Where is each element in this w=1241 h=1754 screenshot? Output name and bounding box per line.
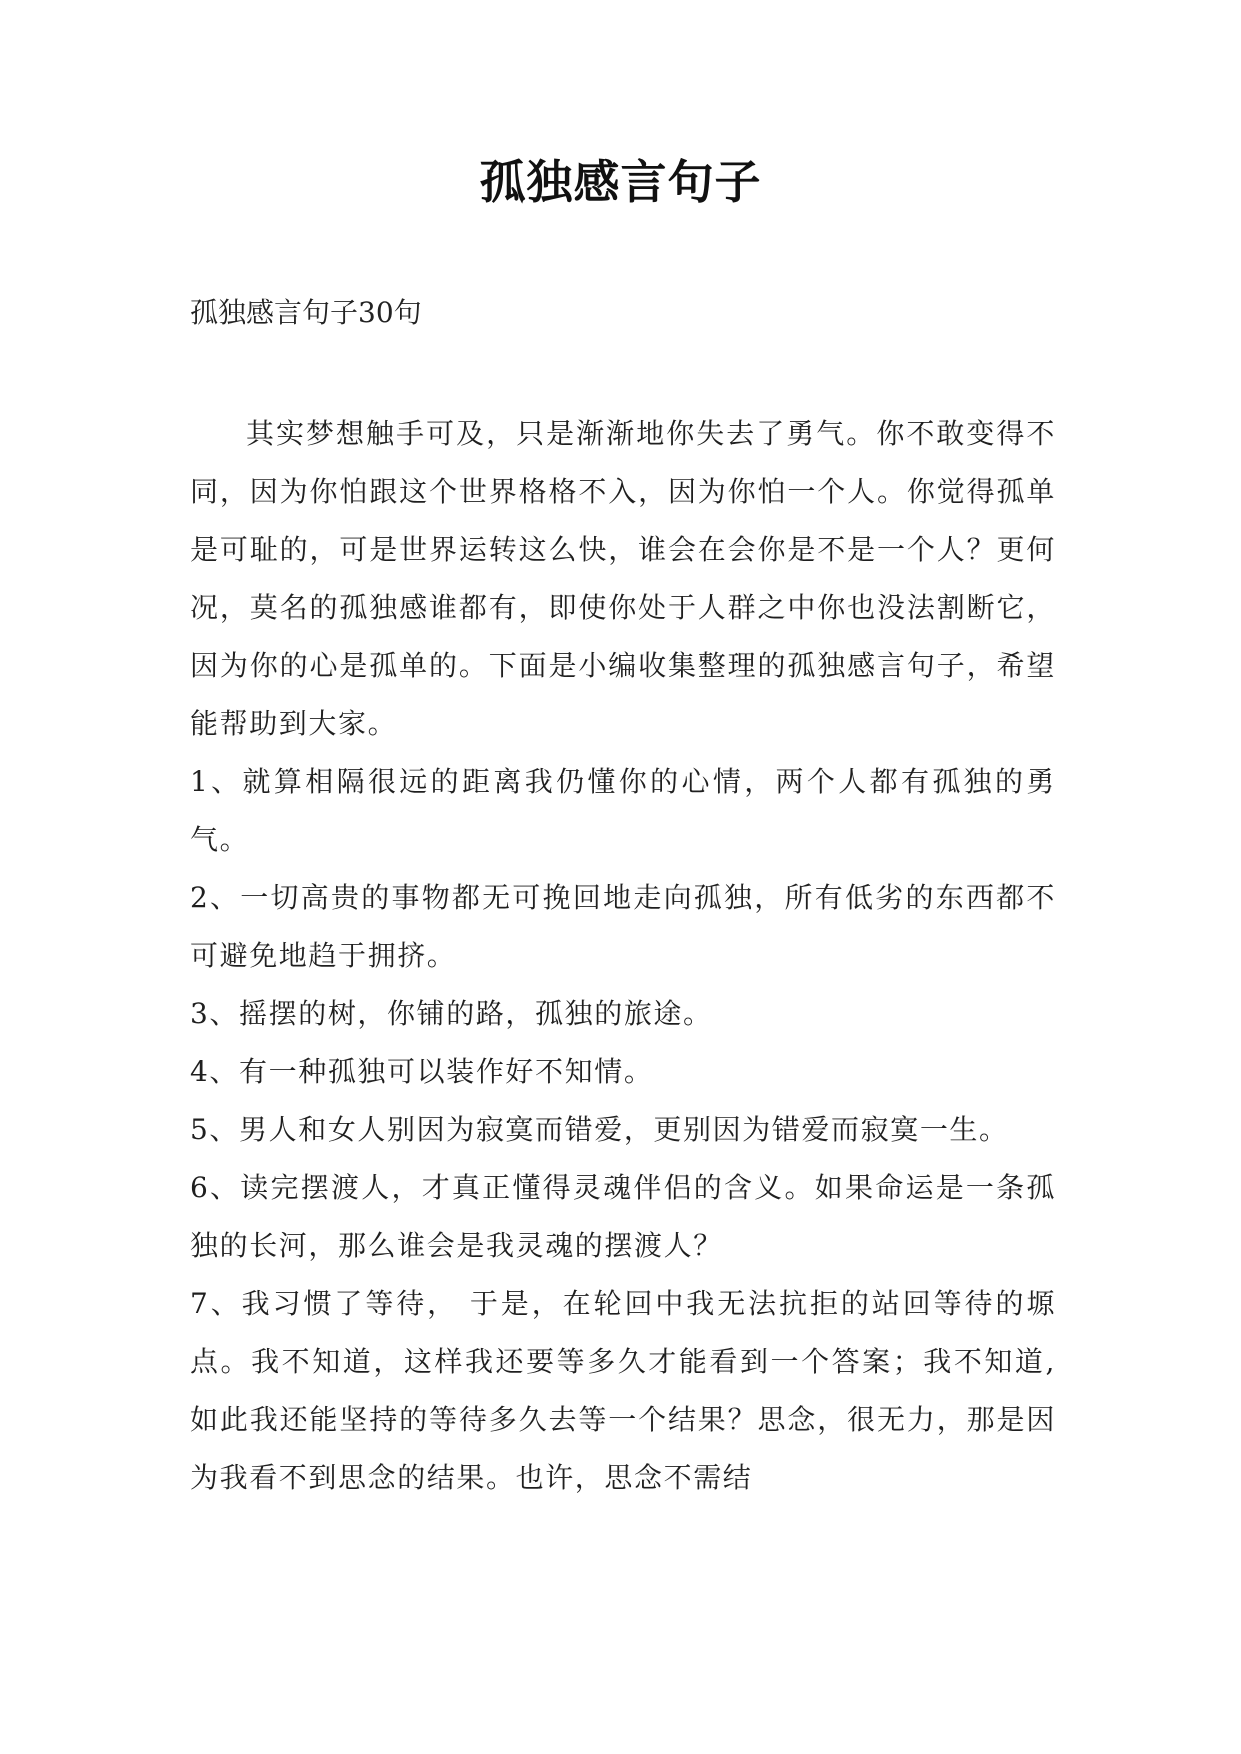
quote-item-6: 6、读完摆渡人，才真正懂得灵魂伴侣的含义。如果命运是一条孤独的长河，那么谁会是我灵魂的摆渡人？ bbox=[190, 1171, 1056, 1262]
quote-item-3: 3、摇摆的树，你铺的路，孤独的旅途。 bbox=[190, 997, 713, 1030]
quote-item-7: 7、我习惯了等待， 于是，在轮回中我无法抗拒的站回等待的塬点。我不知道，这样我还要等多久才能看到一个答案；我不知道,如此我还能坚持的等待多久去等一个结果？思念，很无力，那是因为我看不到思念的结果。也许，思念不需结 bbox=[190, 1287, 1056, 1494]
document-body bbox=[190, 405, 1056, 1507]
quote-item-1: 1、就算相隔很远的距离我仍懂你的心情，两个人都有孤独的勇气。 bbox=[190, 765, 1056, 856]
quote-item-5: 5、男人和女人别因为寂寞而错爱，更别因为错爱而寂寞一生。 bbox=[190, 1113, 1009, 1146]
quote-item-4: 4、有一种孤独可以装作好不知情。 bbox=[190, 1055, 654, 1088]
intro-paragraph: 其实梦想触手可及，只是渐渐地你失去了勇气。你不敢变得不同，因为你怕跟这个世界格格不入，因为你怕一个人。你觉得孤单是可耻的，可是世界运转这么快，谁会在会你是不是一个人？更何况，莫名的孤独感谁都有，即使你处于人群之中你也没法割断它，因为你的心是孤单的。下面是小编收集整理的孤独感言句子，希望能帮助到大家。 bbox=[190, 417, 1056, 740]
document-subtitle: 孤独感言句子30句 bbox=[190, 296, 422, 329]
quote-item-2: 2、一切高贵的事物都无可挽回地走向孤独，所有低劣的东西都不可避免地趋于拥挤。 bbox=[190, 881, 1056, 972]
page-title: 孤独感言句子 bbox=[479, 155, 762, 209]
